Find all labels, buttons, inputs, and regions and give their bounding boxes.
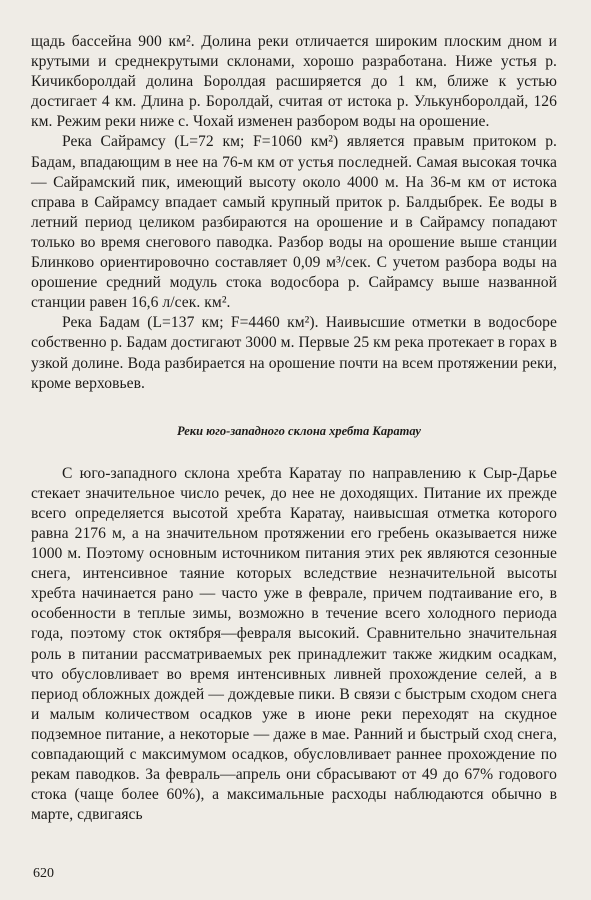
section-heading: Реки юго-западного склона хребта Каратау	[177, 423, 421, 438]
paragraph-karatau: С юго-западного склона хребта Каратау по направлению к Сыр-Дарье стекает значительное число речек, до нее не доходящих. Питание их прежде всего определяется высотой хребта Каратау, наивысшая отметка которого равна 2176 м, а на значительном протяжении его гребень оказывается ниже 1000 м. Поэтому основным источником питания этих рек являются сезонные снега, интенсивное таяние которых вследствие незначительной высоты хребта начинается рано — часто уже в феврале, причем подтаивание его, в особенности в теплые зимы, возможно в течение всего холодного периода года, поэтому сток октября—февраля высокий. Сравнительно значительная роль в питании рассматриваемых рек принадлежит также жидким осадкам, что обусловливает во время интенсивных ливней прохождение селей, а в период обложных дождей — дождевые пики. В связи с быстрым сходом снега и малым количеством осадков уже в июне реки переходят на скудное подземное питание, а некоторые — даже в мае. Ранний и быстрый сход снега, совпадающий с максимумом осадков, обусловливает раннее прохождение по рекам паводков. За февраль—апрель они сбрасывают от 49 до 67% годового стока (чаще более 60%), а максимальные расходы наблюдаются обычно в марте, сдвигаясь	[31, 464, 557, 824]
paragraph-badam: Река Бадам (L=137 км; F=4460 км²). Наивысшие отметки в водосборе собственно р. Бадам достигают 3000 м. Первые 25 км река протекает в горах в узкой долине. Вода разбирается на орошение почти на всем протяжении реки, кроме верховьев.	[31, 314, 557, 392]
paragraph-boroldai: щадь бассейна 900 км². Долина реки отличается широким плоским дном и крутыми и среднекрутыми склонами, хорошо разработана. Ниже устья р. Кичикборолдай долина Боролдая расширяется до 1 км, ближе к устью достигает 4 км. Длина р. Боролдай, считая от истока р. Улькунборолдай, 126 км. Режим реки ниже с. Чохай изменен разбором воды на орошение.	[31, 33, 557, 131]
paragraph-sairamsu: Река Сайрамсу (L=72 км; F=1060 км²) является правым притоком р. Бадам, впадающим в нее на 76-м км от устья последней. Самая высокая точка — Сайрамский пик, имеющий высоту около 4000 м. На 36-м км от истока справа в Сайрамсу впадает самый крупный приток р. Балдыбрек. Ее воды в летний период целиком разбираются на орошение и в Сайрамсу попадают только во время снегового паводка. Разбор воды на орошение выше станции Блинково ориентировочно составляет 0,09 м³/сек. С учетом разбора воды на орошение средний модуль стока водосбора р. Сайрамсу выше названной станции равен 16,6 л/сек. км².	[31, 133, 557, 312]
page-number: 620	[33, 866, 54, 881]
